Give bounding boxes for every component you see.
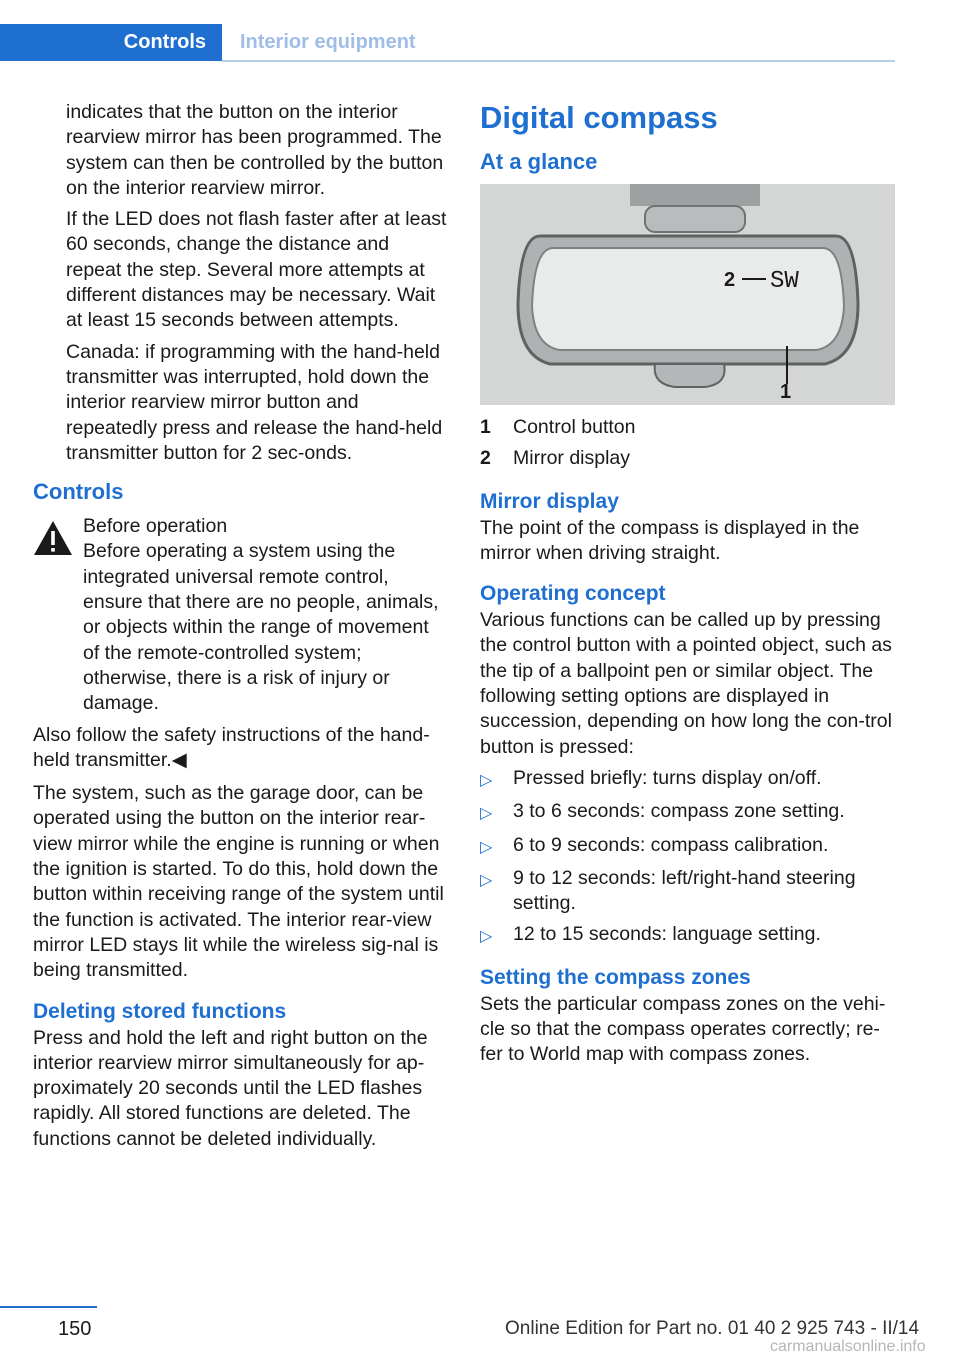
heading-compass-zones: Setting the compass zones bbox=[480, 965, 751, 989]
warning-triangle-icon bbox=[33, 520, 73, 556]
legend-label: Control button bbox=[513, 416, 636, 438]
list-item bbox=[480, 922, 895, 949]
list-item-text: 12 to 15 seconds: language setting. bbox=[513, 923, 821, 946]
legend-number: 1 bbox=[480, 416, 491, 438]
legend-number: 2 bbox=[480, 447, 491, 470]
section-tab-controls[interactable]: Controls bbox=[0, 24, 222, 61]
heading-digital-compass: Digital compass bbox=[480, 100, 718, 135]
list-item-text: 3 to 6 seconds: compass zone setting. bbox=[513, 800, 845, 823]
legend-item bbox=[480, 415, 895, 440]
heading-controls: Controls bbox=[33, 479, 124, 505]
mirror-figure bbox=[480, 184, 895, 405]
paragraph-follow-safety: Also follow the safety instructions of the hand-held transmitter.◀ bbox=[33, 723, 430, 771]
paragraph-led-flash: If the LED does not flash faster after at least 60 seconds, change the distance and repeat the step. Several more attempts at different distances may be necessary. Wait at least 15 seconds between attempts. bbox=[66, 208, 447, 332]
header-divider bbox=[222, 60, 895, 62]
figure-legend bbox=[480, 415, 895, 472]
callout-number-1: 1 bbox=[780, 381, 792, 403]
paragraph-canada: Canada: if programming with the hand-held transmitter was interrupted, hold down the interior rearview mirror button and repeatedly press and release the hand-held transmitter button for 2 sec-onds. bbox=[66, 340, 443, 464]
page-number: 150 bbox=[58, 1318, 92, 1340]
list-item bbox=[480, 799, 895, 826]
paragraph-deleting: Press and hold the left and right button on the interior rearview mirror simultaneously for ap-proximately 20 seconds until the LED flashes rapidly. All stored functions are deleted. The functions cannot be deleted individually. bbox=[33, 1026, 428, 1150]
settings-bullet-list bbox=[480, 766, 895, 950]
footer-divider bbox=[0, 1306, 97, 1308]
heading-at-a-glance: At a glance bbox=[480, 149, 598, 174]
warning-text: Before operating a system using the integrated universal remote control, ensure that there are no people, animals, or objects within the range of movement of the remote-controlled system; otherwise, there is a risk of injury or damage. bbox=[83, 540, 439, 715]
left-column bbox=[33, 100, 448, 1158]
heading-operating-concept: Operating concept bbox=[480, 582, 666, 606]
heading-mirror-display: Mirror display bbox=[480, 489, 619, 513]
paragraph-programmed: indicates that the button on the interior rearview mirror has been programmed. The system can then be controlled by the button on the interior rearview mirror. bbox=[66, 101, 444, 199]
legend-item bbox=[480, 446, 895, 471]
section-tab-interior-equipment[interactable]: Interior equipment bbox=[240, 31, 416, 53]
bullet-triangle-icon: ▷ bbox=[480, 871, 493, 889]
list-item bbox=[480, 766, 895, 793]
paragraph-operating-concept: Various functions can be called up by pressing the control button with a pointed object, such as the tip of a ballpoint pen or similar object. The following setting options are displayed in succession, depending on how long the con-trol button is pressed: bbox=[480, 609, 892, 758]
bullet-triangle-icon: ▷ bbox=[480, 838, 493, 856]
list-item-text: Pressed briefly: turns display on/off. bbox=[513, 766, 822, 789]
compass-display-text: SW bbox=[770, 268, 799, 295]
bullet-triangle-icon: ▷ bbox=[480, 928, 493, 946]
watermark: carmanualsonline.info bbox=[770, 1338, 926, 1355]
list-item-text: 6 to 9 seconds: compass calibration. bbox=[513, 833, 829, 856]
warning-box bbox=[33, 514, 448, 716]
rearview-mirror-illustration bbox=[480, 184, 895, 405]
list-item-text: 9 to 12 seconds: left/right-hand steering setting. bbox=[513, 866, 856, 915]
warning-text-lead bbox=[33, 539, 448, 716]
bullet-triangle-icon: ▷ bbox=[480, 805, 493, 823]
callout-number-2: 2 bbox=[724, 269, 736, 291]
list-item bbox=[480, 833, 895, 860]
right-column bbox=[480, 100, 895, 1074]
heading-deleting-functions: Deleting stored functions bbox=[33, 999, 287, 1023]
warning-title: Before operation bbox=[83, 515, 228, 538]
paragraph-mirror-display: The point of the compass is displayed in the mirror when driving straight. bbox=[480, 516, 860, 564]
legend-label: Mirror display bbox=[513, 447, 631, 470]
page-header bbox=[0, 0, 895, 62]
list-item bbox=[480, 866, 895, 917]
edition-note: Online Edition for Part no. 01 40 2 925 743 - II/14 bbox=[505, 1318, 920, 1339]
bullet-triangle-icon: ▷ bbox=[480, 771, 493, 789]
paragraph-system-operation: The system, such as the garage door, can be operated using the button on the interior rear-view mirror while the engine is running or when the ignition is started. To do this, hold down the button within receiving range of the system until the function is activated. The interior rear-view mirror LED stays lit while the wireless sig-nal is being transmitted. bbox=[33, 782, 444, 982]
paragraph-compass-zones: Sets the particular compass zones on the vehi-cle so that the compass operates correctly; re-fer to World map with compass zones. bbox=[480, 992, 886, 1066]
